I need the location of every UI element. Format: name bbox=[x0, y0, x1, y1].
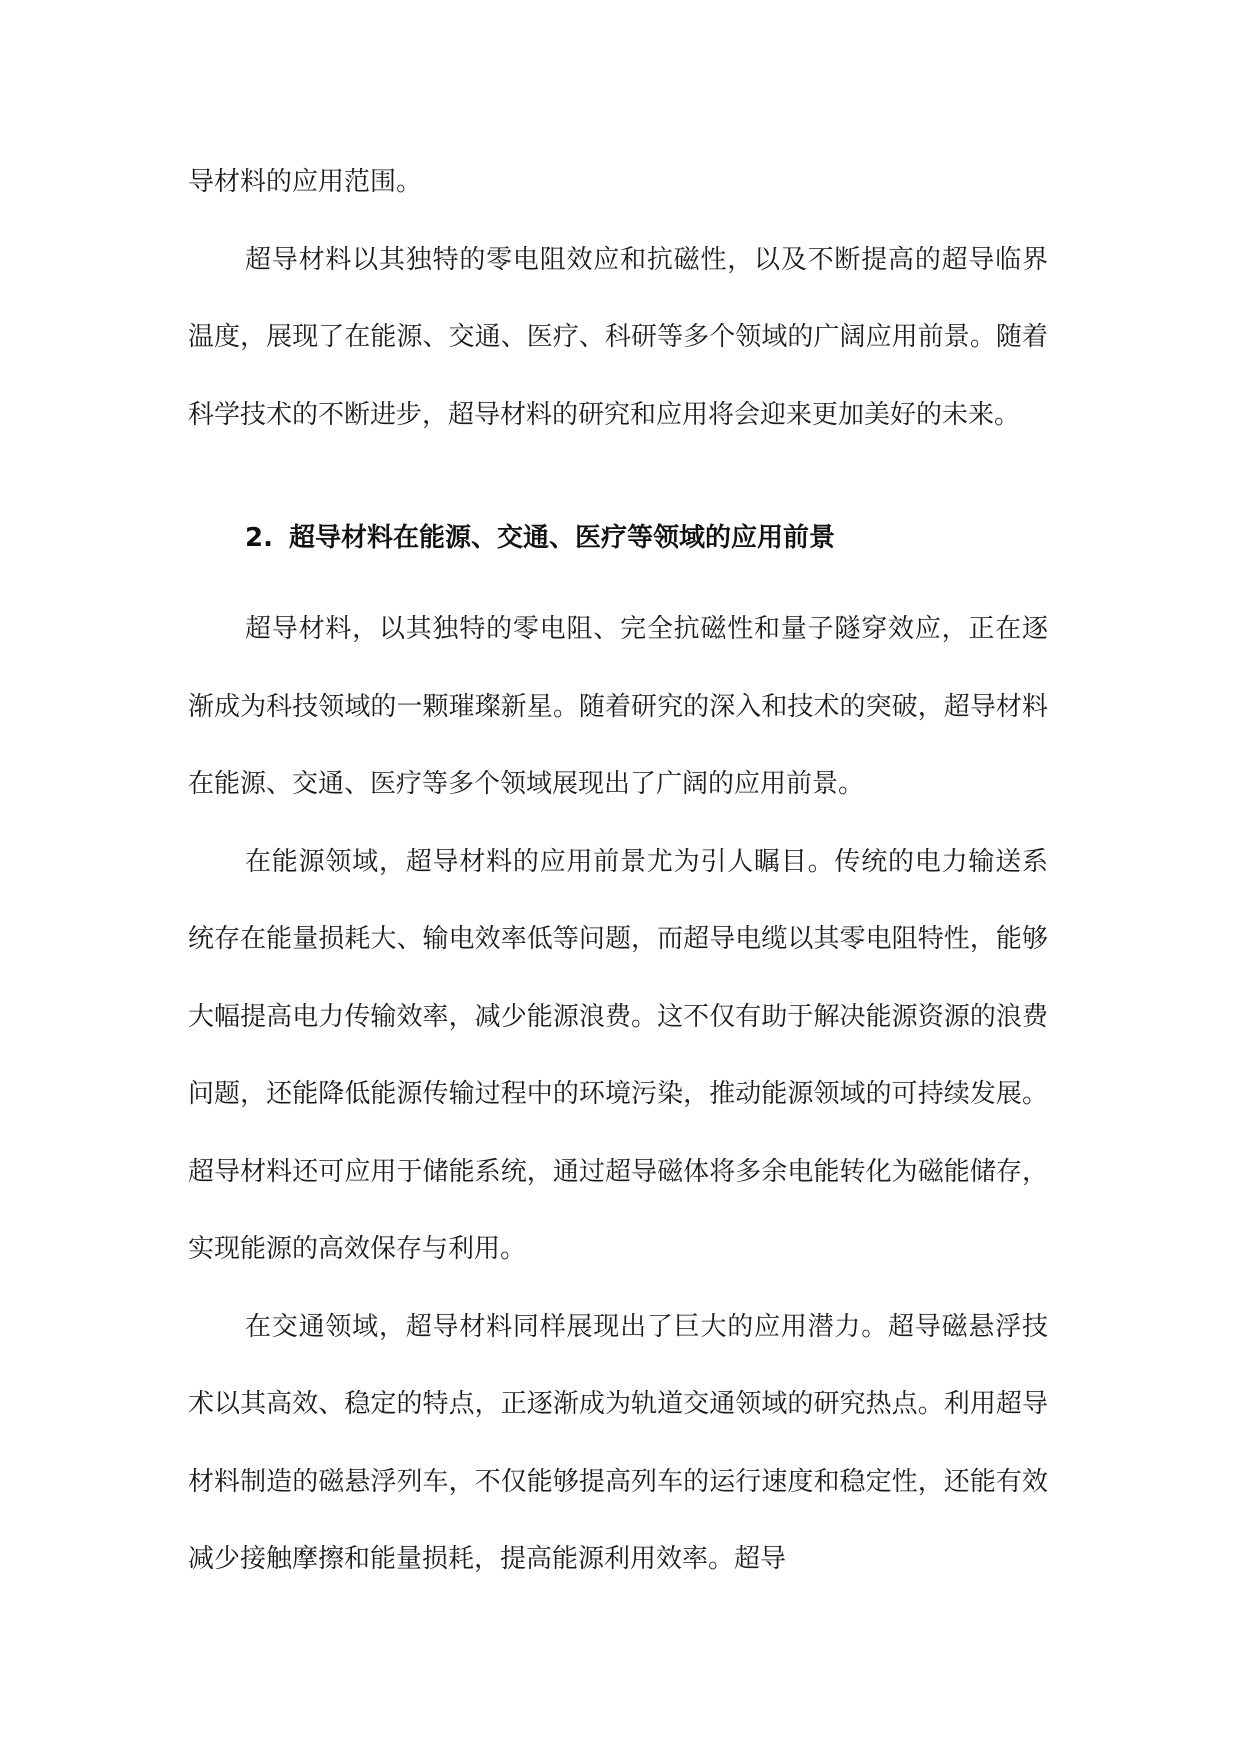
paragraph-transport: 在交通领域，超导材料同样展现出了巨大的应用潜力。超导磁悬浮技术以其高效、稳定的特点，正逐渐成为轨道交通领域的研究热点。利用超导材料制造的磁悬浮列车，不仅能够提高列车的运行速度和稳定性，还能有效减少接触摩擦和能量损耗，提高能源利用效率。超导 bbox=[188, 1311, 1048, 1574]
section-heading bbox=[188, 454, 1048, 591]
paragraph-intro: 超导材料，以其独特的零电阻、完全抗磁性和量子隧穿效应，正在逐渐成为科技领域的一颗璀璨新星。随着研究的深入和技术的突破，超导材料在能源、交通、医疗等多个领域展现出了广阔的应用前景。 bbox=[188, 614, 1048, 799]
paragraph-energy: 在能源领域，超导材料的应用前景尤为引人瞩目。传统的电力输送系统存在能量损耗大、输电效率低等问题，而超导电缆以其零电阻特性，能够大幅提高电力传输效率，减少能源浪费。这不仅有助于解决能源资源的浪费问题，还能降低能源传输过程中的环境污染，推动能源领域的可持续发展。超导材料还可应用于储能系统，通过超导磁体将多余电能转化为磁能储存，实现能源的高效保存与利用。 bbox=[188, 846, 1048, 1264]
section-number: 2. bbox=[245, 523, 273, 553]
section-title: 超导材料在能源、交通、医疗等领域的应用前景 bbox=[288, 523, 835, 553]
paragraph-continuation: 导材料的应用范围。 bbox=[188, 167, 423, 197]
document-body bbox=[188, 144, 1048, 1599]
paragraph-summary: 超导材料以其独特的零电阻效应和抗磁性，以及不断提高的超导临界温度，展现了在能源、交通、医疗、科研等多个领域的广阔应用前景。随着科学技术的不断进步，超导材料的研究和应用将会迎来更加美好的未来。 bbox=[188, 244, 1048, 430]
